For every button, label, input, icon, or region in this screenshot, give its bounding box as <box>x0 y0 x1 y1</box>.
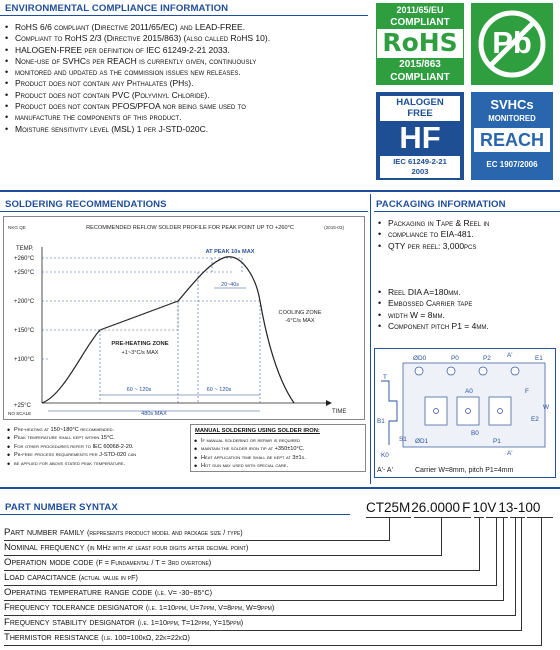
cooling-zone-label: COOLING ZONE <box>278 310 322 316</box>
packaging-item: • Component pitch P1 = 4mm. <box>377 321 557 332</box>
label-e2: E2 <box>531 416 539 423</box>
pn-row-stability: Frequency stability designator (i.e. 1=10ppm, T=12ppm, Y=15ppm) <box>4 617 244 628</box>
leader-tolerance <box>4 615 516 616</box>
env-title: ENVIRONMENTAL COMPLIANCE INFORMATION <box>5 3 229 14</box>
rohs-compliant-label: COMPLIANT <box>377 16 463 29</box>
label-p0: P0 <box>451 355 459 362</box>
reflow-duration-label: 60 ~ 120s <box>206 387 232 393</box>
label-p1: P1 <box>493 438 501 445</box>
leader-temp-v <box>503 518 504 600</box>
cooling-rate-label: -6°C/s MAX <box>285 318 315 324</box>
temp-axis-label: TEMP. <box>16 246 34 252</box>
manual-solder-title: MANUAL SOLDERING USING SOLDER IRON: <box>195 428 320 434</box>
iec-year: 2003 <box>411 167 429 176</box>
pn-row-load: Load capacitance (actual value in pF) <box>4 572 138 583</box>
rohs-compliant-label-2: COMPLIANT <box>377 71 463 85</box>
solder-note: • Pb-free process requirements per J-STD-020 can <box>6 451 186 459</box>
x-axis-arrow <box>326 400 332 406</box>
preheat-duration-label: 60 ~ 120s <box>126 387 152 393</box>
halogen-label: HALOGEN <box>396 97 444 108</box>
packaging-item: • Embossed Carrier tape <box>377 298 557 309</box>
leader-mode-v <box>479 518 480 570</box>
pn-row-tolerance: Frequency tolerance designator (i.e. 1=10ppm, U=7ppm, V=8ppm, W=9ppm) <box>4 602 275 613</box>
sprocket-hole <box>511 367 519 375</box>
hf-label: HF <box>399 120 441 155</box>
total-duration-label: 480s MAX <box>141 411 167 417</box>
manual-note: • maintain the solder iron tip at +350±10°C. <box>193 445 363 453</box>
free-label: FREE <box>407 108 433 119</box>
packaging-item: • QTY per reel: 3,000pcs <box>377 241 557 252</box>
pn-row-frequency: Nominal frequency (in MHz with at least four digits after decimal point) <box>4 542 249 553</box>
env-item: • Product does not contain PVC (Polyvinyl Chloride). <box>4 90 368 101</box>
no-scale-label: NO SCALE <box>8 411 32 416</box>
env-item: • Moisture sensitivity level (MSL) 1 per J-STD-020C. <box>4 124 368 135</box>
chart-header: RECOMMENDED REFLOW SOLDER PROFILE FOR PEAK POINT UP TO +260°C <box>86 225 294 231</box>
solder-notes <box>6 426 186 468</box>
leader-stability-v <box>521 518 522 630</box>
solder-note: • Pre-heating at 150~180°C recommended. <box>6 426 186 434</box>
y-tick-100: +100°C <box>14 357 35 363</box>
tape-drawing-frame <box>374 348 556 478</box>
y-tick-25: +25°C <box>14 403 31 409</box>
svhc-label: SVHCs <box>490 97 534 112</box>
rohs-year: 2015/863 <box>377 58 463 71</box>
packaging-title: PACKAGING INFORMATION <box>376 199 506 210</box>
y-tick-150: +150°C <box>14 328 35 334</box>
pocket-hole <box>498 409 503 414</box>
leader-thermistor-v <box>541 518 542 645</box>
preheat-zone-label: PRE-HEATING ZONE <box>111 341 169 347</box>
code-frequency: 26.0000 <box>411 500 461 515</box>
rohs-badge <box>376 3 464 85</box>
env-item: • None-use of SVHCs per REACH is currently given, continuously <box>4 56 368 67</box>
sprocket-hole <box>415 367 423 375</box>
section-divider <box>0 190 560 192</box>
leader-temp <box>4 600 504 601</box>
peak-label: AT PEAK 10s MAX <box>205 249 255 255</box>
leader-tolerance-v <box>515 518 516 615</box>
iec-label: IEC 61249-2-21 <box>393 157 447 166</box>
code-mode: F <box>462 500 471 515</box>
manual-solder-box <box>190 424 366 472</box>
halogen-free-badge <box>376 92 464 180</box>
carrier-tape-drawing <box>375 349 555 477</box>
manual-note: • Heat application time shall be kept at 3±1s. <box>193 454 363 462</box>
leader-mode <box>4 570 480 571</box>
label-d1: ØD1 <box>415 438 429 445</box>
part-number-title-rule <box>0 514 350 515</box>
packaging-item-cont: • width W = 8mm. <box>377 310 557 321</box>
section-vertical-divider <box>370 194 371 484</box>
pn-row-family: Part number family (represents product model and package size / type) <box>4 527 243 538</box>
leader-thermistor <box>4 645 542 646</box>
reach-badge <box>471 92 553 180</box>
label-w: W <box>543 404 550 411</box>
env-item: • Compliant to RoHS 2/3 (Directive 2015/863) (also called RoHS 10). <box>4 33 368 44</box>
manual-note: • If manual soldering or repair is required <box>193 437 363 445</box>
sprocket-hole <box>479 367 487 375</box>
packaging-title-rule <box>374 211 560 212</box>
code-load: 10V <box>472 500 497 515</box>
label-k0: K0 <box>381 452 389 459</box>
label-s1: S1 <box>399 436 407 443</box>
env-list <box>4 22 368 135</box>
section-label: A'- A' <box>377 467 393 474</box>
label-p2: P2 <box>483 355 491 362</box>
env-item: • Product does not contain PFOS/PFOA nor being same used to <box>4 101 368 112</box>
label-a-top: A' <box>507 352 513 359</box>
pn-row-thermistor: Thermistor resistance (i.e. 100=100kΩ, 22k=22kΩ) <box>4 632 190 643</box>
label-b0: B0 <box>471 430 479 437</box>
peak-duration-label: 20~40s <box>221 282 239 288</box>
leader-frequency-v <box>441 518 442 555</box>
env-item-cont: • manufacture the components of this product. <box>4 112 368 123</box>
label-a0: A0 <box>465 388 473 395</box>
part-number-title: PART NUMBER SYNTAX <box>5 502 118 513</box>
leader-load-v <box>496 518 497 585</box>
pn-row-temp: Operating temperature range code (i.e. V= -30~85°C) <box>4 587 213 598</box>
manual-note: • Hot gun may used with special care. <box>193 462 363 470</box>
label-t: T <box>383 374 387 381</box>
rohs-directive: 2011/65/EU <box>377 4 463 16</box>
env-item: • HALOGEN-FREE per definition of IEC 61249-2-21 2033. <box>4 45 368 56</box>
y-tick-200: +200°C <box>14 299 35 305</box>
label-a-bot: A' <box>507 450 513 457</box>
label-d0: ØD0 <box>413 355 427 362</box>
monitored-label: MONITORED <box>488 114 536 123</box>
packaging-list-a <box>377 218 557 252</box>
code-underline <box>486 517 508 518</box>
part-number-code <box>366 500 540 515</box>
pn-row-mode: Operation mode code (F = Fundamental / T = 3rd overtone) <box>4 557 212 568</box>
pb-free-badge <box>471 3 553 85</box>
solder-note-cont: • be applied for above stated peak temperature. <box>6 460 186 468</box>
leader-frequency <box>4 555 442 556</box>
preheat-rate-label: +1~3°C/s MAX <box>121 350 159 356</box>
reflow-chart-frame <box>3 216 365 420</box>
rohs-logo-text: RoHS <box>377 29 463 57</box>
leader-family-v <box>389 518 390 540</box>
code-thermistor: -100 <box>513 500 541 515</box>
tape-caption: Carrier W=8mm, pitch P1=4mm <box>415 467 514 474</box>
env-item-cont: • monitored and updated as the commission issues new releases. <box>4 67 368 78</box>
solder-note: • For other procedures refer to IEC 60068-2-20. <box>6 443 186 451</box>
code-underline <box>510 517 525 518</box>
leader-stability <box>4 630 522 631</box>
packaging-list-b <box>377 287 557 332</box>
code-family: CT25M <box>366 500 411 515</box>
env-item: • Product does not contain any Phthalates (PHs). <box>4 78 368 89</box>
reflow-profile-chart <box>4 217 364 419</box>
chart-tag: NKG QE <box>8 225 26 230</box>
y-tick-260: +260°C <box>14 256 35 262</box>
code-underline <box>527 517 553 518</box>
reach-label: REACH <box>474 128 550 152</box>
env-title-rule <box>0 15 368 16</box>
packaging-item: • Packaging in Tape & Reel in <box>377 218 557 229</box>
code-underline <box>414 517 471 518</box>
env-item: • RoHS 6/6 compliant (Directive 2011/65/EC) and LEAD-FREE. <box>4 22 368 33</box>
solder-title: SOLDERING RECOMMENDATIONS <box>5 199 167 210</box>
packaging-item: • Reel DIA A=180mm. <box>377 287 557 298</box>
pocket-hole <box>434 409 439 414</box>
sprocket-hole <box>447 367 455 375</box>
label-b1: B1 <box>377 418 385 425</box>
y-tick-250: +250°C <box>14 270 35 276</box>
solder-title-rule <box>0 211 368 212</box>
pb-label: Pb <box>492 25 532 60</box>
ec-label: EC 1907/2006 <box>486 160 538 169</box>
label-f: F <box>525 388 529 395</box>
leader-load <box>4 585 497 586</box>
pocket-hole <box>466 409 471 414</box>
section-divider-2 <box>0 487 560 489</box>
chart-year: (2015-03) <box>324 225 344 230</box>
leader-family <box>4 540 390 541</box>
code-tolerance: 13 <box>498 500 514 515</box>
packaging-item-cont: • compliance to EIA-481. <box>377 229 557 240</box>
solder-note: • Peak temperature shall kept within 15°C. <box>6 434 186 442</box>
section-profile <box>381 381 397 445</box>
time-axis-label: TIME <box>332 409 347 415</box>
label-e1: E1 <box>535 355 543 362</box>
